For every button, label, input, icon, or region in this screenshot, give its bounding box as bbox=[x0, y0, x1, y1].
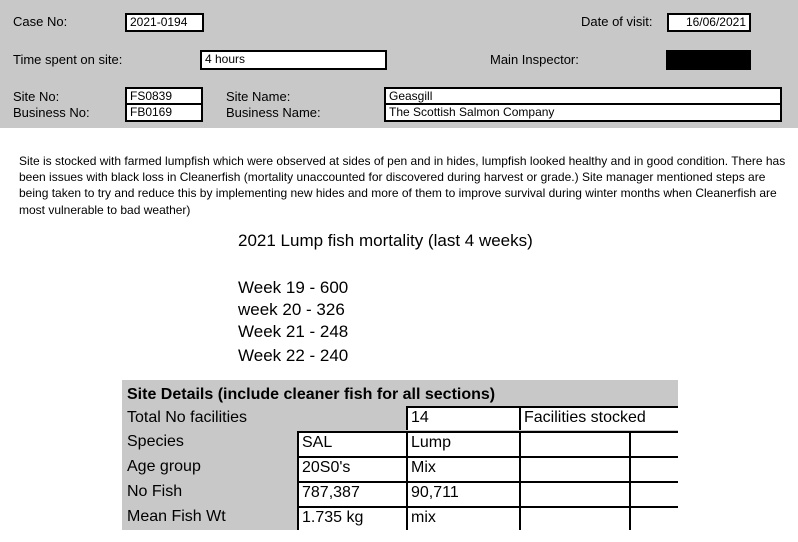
mean-fish-wt-empty-2 bbox=[629, 506, 678, 530]
no-fish-empty-2 bbox=[629, 481, 678, 506]
business-no-label: Business No: bbox=[13, 105, 90, 120]
species-empty-2 bbox=[629, 431, 678, 456]
age-group-empty-1 bbox=[519, 456, 629, 481]
age-group-label: Age group bbox=[127, 458, 201, 475]
mean-fish-wt-sal: 1.735 kg bbox=[297, 506, 406, 530]
site-no-field: FS0839 bbox=[125, 87, 203, 105]
no-fish-lump: 90,711 bbox=[406, 481, 519, 506]
business-name-field: The Scottish Salmon Company bbox=[384, 103, 782, 122]
inspector-redacted bbox=[666, 50, 751, 70]
site-no-label: Site No: bbox=[13, 89, 60, 104]
date-field: 16/06/2021 bbox=[667, 13, 751, 32]
mean-fish-wt-empty-1 bbox=[519, 506, 629, 530]
species-empty-1 bbox=[519, 431, 629, 456]
time-field: 4 hours bbox=[200, 50, 387, 70]
time-label: Time spent on site: bbox=[13, 52, 123, 67]
case-no-field: 2021-0194 bbox=[125, 13, 204, 32]
date-label: Date of visit: bbox=[581, 14, 653, 29]
site-name-label: Site Name: bbox=[226, 89, 291, 104]
business-name-label: Business Name: bbox=[226, 105, 321, 120]
species-lump: Lump bbox=[406, 431, 519, 456]
mortality-week-22: Week 22 - 240 bbox=[238, 346, 349, 365]
total-facilities-label: Total No facilities bbox=[127, 409, 248, 426]
mortality-week-20: week 20 - 326 bbox=[238, 300, 345, 319]
site-details-title: Site Details (include cleaner fish for all sections) bbox=[127, 386, 496, 403]
inspection-notes: Site is stocked with farmed lumpfish which were observed at sides of pen and in hides, lumpfish looked healthy and in good condition. There has been issues with black loss in Cleanerfish (mortality unaccounted for discovered during harvest or grade.) Site manager mentioned steps are being taken to try and reduce this by implementing new hides and more of them to improve survival during winter months when Cleanerfish are most vulnerable to bad weather) bbox=[19, 154, 786, 217]
total-facilities-value: 14 bbox=[406, 406, 519, 430]
mean-fish-wt-lump: mix bbox=[406, 506, 519, 530]
mortality-title: 2021 Lump fish mortality (last 4 weeks) bbox=[238, 231, 533, 250]
age-group-sal: 20S0's bbox=[297, 456, 406, 481]
mortality-week-21: Week 21 - 248 bbox=[238, 322, 349, 341]
species-label: Species bbox=[127, 433, 184, 450]
inspector-label: Main Inspector: bbox=[490, 52, 579, 67]
no-fish-empty-1 bbox=[519, 481, 629, 506]
mean-fish-wt-label: Mean Fish Wt bbox=[127, 508, 226, 525]
facilities-stocked-label: Facilities stocked bbox=[519, 406, 678, 430]
business-no-field: FB0169 bbox=[125, 103, 203, 122]
site-details-table bbox=[122, 380, 678, 530]
site-name-field: Geasgill bbox=[384, 87, 782, 105]
age-group-lump: Mix bbox=[406, 456, 519, 481]
no-fish-label: No Fish bbox=[127, 483, 183, 500]
mortality-week-19: Week 19 - 600 bbox=[238, 278, 349, 297]
age-group-empty-2 bbox=[629, 456, 678, 481]
case-no-label: Case No: bbox=[13, 14, 68, 29]
no-fish-sal: 787,387 bbox=[297, 481, 406, 506]
species-sal: SAL bbox=[297, 431, 406, 456]
case-header bbox=[0, 0, 798, 128]
